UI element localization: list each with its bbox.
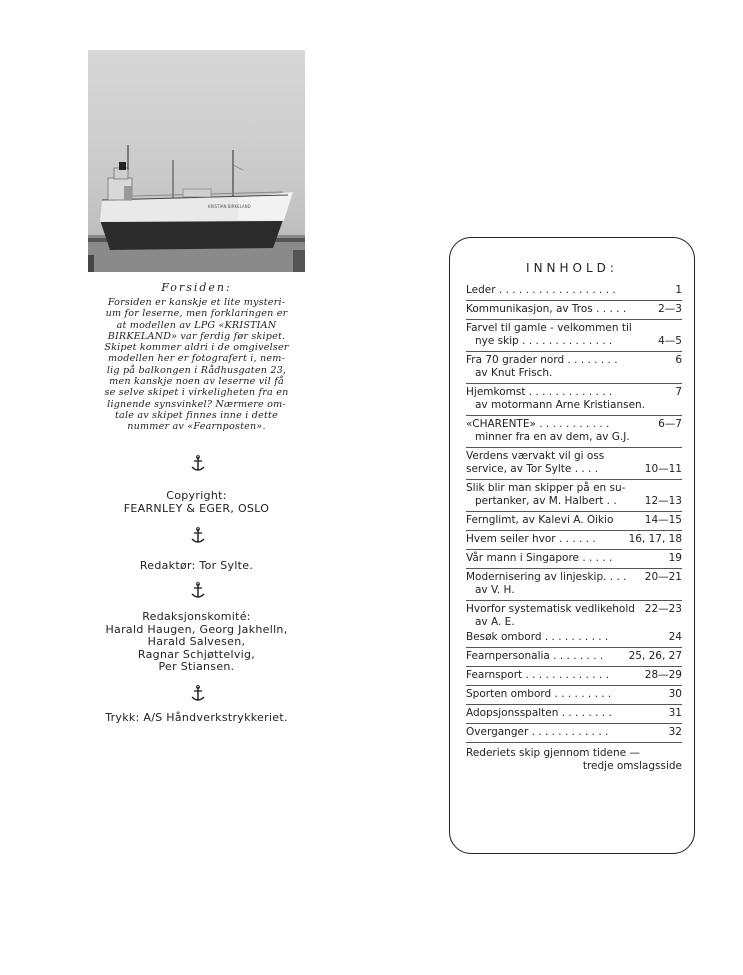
toc-entry-title: service, av Tor Sylte . . . . bbox=[466, 463, 599, 475]
toc-page-number: 16, 17, 18 bbox=[628, 533, 682, 545]
toc-page-number: 25, 26, 27 bbox=[628, 650, 682, 662]
toc-page-number: 7 bbox=[675, 386, 682, 398]
toc-entry bbox=[466, 352, 682, 384]
caption-title: Forsiden: bbox=[161, 281, 232, 294]
toc-page-number: 12—13 bbox=[644, 495, 682, 507]
toc-entry bbox=[466, 301, 682, 320]
toc-footer-note: tredje omslagsside bbox=[582, 760, 682, 772]
toc-entry-title: Vår mann i Singapore . . . . . bbox=[466, 552, 613, 564]
printer-line: Trykk: A/S Håndverkstrykkeriet. bbox=[105, 711, 288, 724]
toc-page-number: 20—21 bbox=[644, 571, 682, 583]
cover-photo bbox=[88, 50, 305, 272]
toc-entry-author: av motormann Arne Kristiansen. bbox=[475, 399, 646, 411]
toc-entry bbox=[466, 531, 682, 550]
toc-entry bbox=[466, 601, 682, 629]
committee-block bbox=[88, 611, 305, 674]
toc-entry bbox=[466, 320, 682, 352]
toc-entry bbox=[466, 448, 682, 480]
svg-text:KRISTIAN BIRKELAND: KRISTIAN BIRKELAND bbox=[208, 204, 251, 209]
toc-entry-title: Hvem seiler hvor . . . . . . bbox=[466, 533, 596, 545]
anchor-icon bbox=[190, 527, 206, 545]
editor-line: Redaktør: Tor Sylte. bbox=[139, 559, 254, 572]
toc-entry-title: Fearnpersonalia . . . . . . . . bbox=[466, 650, 604, 662]
toc-page-number: 2—3 bbox=[658, 303, 682, 315]
copyright-label: Copyright: bbox=[166, 489, 227, 502]
toc-entry-title: Besøk ombord . . . . . . . . . . bbox=[466, 631, 609, 643]
anchor-icon bbox=[190, 582, 206, 600]
caption-line: modellen her er fotografert i, nem- bbox=[107, 353, 286, 365]
toc-page-number: 28—29 bbox=[644, 669, 682, 681]
toc-entry-title: «CHARENTE» . . . . . . . . . . . bbox=[466, 418, 610, 430]
committee-member: Harald Salvesen, bbox=[147, 635, 246, 648]
caption-line: tale av skipet finnes inne i dette bbox=[115, 409, 278, 421]
toc-page-number: 14—15 bbox=[644, 514, 682, 526]
toc-entry-title: pertanker, av M. Halbert . . bbox=[475, 495, 617, 507]
caption-line: Skipet kommer aldri i de omgivelser bbox=[104, 342, 289, 354]
toc-entry-title-line: Farvel til gamle - velkommen til bbox=[466, 322, 632, 334]
toc-entry-title: Fra 70 grader nord . . . . . . . . bbox=[466, 354, 618, 366]
toc-entry-title: Modernisering av linjeskip. . . . bbox=[466, 571, 627, 583]
toc-entry-title: Hvorfor systematisk vedlikehold bbox=[466, 603, 635, 615]
caption-line: nummer av «Fearnposten». bbox=[127, 421, 266, 433]
caption-line: lig på balkongen i Rådhusgaten 23, bbox=[106, 364, 287, 376]
toc-entry-title: Leder . . . . . . . . . . . . . . . . . . bbox=[466, 284, 616, 296]
caption-line: BIRKELAND» var ferdig før skipet. bbox=[107, 330, 286, 342]
toc-entry-title: Fearnsport . . . . . . . . . . . . . bbox=[466, 669, 609, 681]
toc-footer: Rederiets skip gjennom tidene — bbox=[466, 747, 640, 759]
committee-label: Redaksjonskomité: bbox=[142, 610, 251, 623]
toc-entry bbox=[466, 480, 682, 512]
toc-entry bbox=[466, 569, 682, 601]
caption-line: se selve skipet i virkeligheten fra en bbox=[104, 387, 289, 399]
toc-page-number: 6 bbox=[675, 354, 682, 366]
toc-page-number: 32 bbox=[668, 726, 682, 738]
toc-list bbox=[466, 282, 682, 773]
committee-member: Ragnar Schjøttelvig, bbox=[137, 647, 256, 661]
toc-entry-title: nye skip . . . . . . . . . . . . . . bbox=[475, 335, 613, 347]
toc-entry bbox=[466, 705, 682, 724]
caption-line: Forsiden er kanskje et lite mysteri- bbox=[107, 297, 286, 308]
caption-line: um for leserne, men forklaringen er bbox=[105, 308, 288, 320]
copyright-block bbox=[88, 490, 305, 515]
toc-page-number: 10—11 bbox=[644, 463, 682, 475]
toc-entry bbox=[466, 550, 682, 569]
committee-member: Harald Haugen, Georg Jakhelln, bbox=[105, 622, 288, 636]
toc-entry-title: Kommunikasjon, av Tros . . . . . bbox=[466, 303, 627, 315]
committee-member: Per Stiansen. bbox=[158, 660, 235, 673]
toc-page-number: 31 bbox=[668, 707, 682, 719]
toc-entry-title: Overganger . . . . . . . . . . . . bbox=[466, 726, 609, 738]
toc-entry bbox=[466, 416, 682, 448]
caption-line: lignende synsvinkel? Nærmere om- bbox=[107, 398, 286, 410]
toc-entry bbox=[466, 724, 682, 743]
toc-title: INNHOLD: bbox=[526, 261, 618, 275]
anchor-icon bbox=[190, 685, 206, 703]
toc-entry-author: av V. H. bbox=[475, 584, 515, 596]
caption-line: at modellen av LPG «KRISTIAN bbox=[116, 319, 277, 331]
toc-entry bbox=[466, 667, 682, 686]
toc-entry-title-line: Slik blir man skipper på en su- bbox=[466, 482, 626, 494]
copyright-holder: FEARNLEY & EGER, OSLO bbox=[123, 501, 270, 515]
toc-entry bbox=[466, 648, 682, 667]
toc-page-number: 1 bbox=[675, 284, 682, 296]
caption-line: men kanskje noen av leserne vil få bbox=[109, 376, 284, 388]
toc-page-number: 24 bbox=[668, 631, 682, 643]
toc-entry-title: Fernglimt, av Kalevi A. Oikio bbox=[466, 514, 614, 526]
toc-entry-title: Hjemkomst . . . . . . . . . . . . . bbox=[466, 386, 613, 398]
toc-entry-title-line: Verdens værvakt vil gi oss bbox=[466, 450, 605, 462]
toc-entry bbox=[466, 512, 682, 531]
toc-entry-author: minner fra en av dem, av G.J. bbox=[475, 431, 630, 443]
toc-page-number: 4—5 bbox=[658, 335, 682, 347]
toc-entry-title: Sporten ombord . . . . . . . . . bbox=[466, 688, 612, 700]
toc-entry-author: av A. E. bbox=[475, 616, 515, 628]
toc-entry bbox=[466, 384, 682, 416]
toc-entry-title: Adopsjonsspalten . . . . . . . . bbox=[466, 707, 612, 719]
toc-entry bbox=[466, 282, 682, 301]
toc-entry bbox=[466, 629, 682, 648]
toc-page-number: 6—7 bbox=[658, 418, 682, 430]
toc-entry bbox=[466, 686, 682, 705]
toc-page-number: 30 bbox=[668, 688, 682, 700]
caption-text bbox=[88, 297, 305, 433]
toc-page-number: 22—23 bbox=[644, 603, 682, 615]
anchor-icon bbox=[190, 455, 206, 473]
toc-entry-author: av Knut Frisch. bbox=[475, 367, 553, 379]
toc-page-number: 19 bbox=[668, 552, 682, 564]
